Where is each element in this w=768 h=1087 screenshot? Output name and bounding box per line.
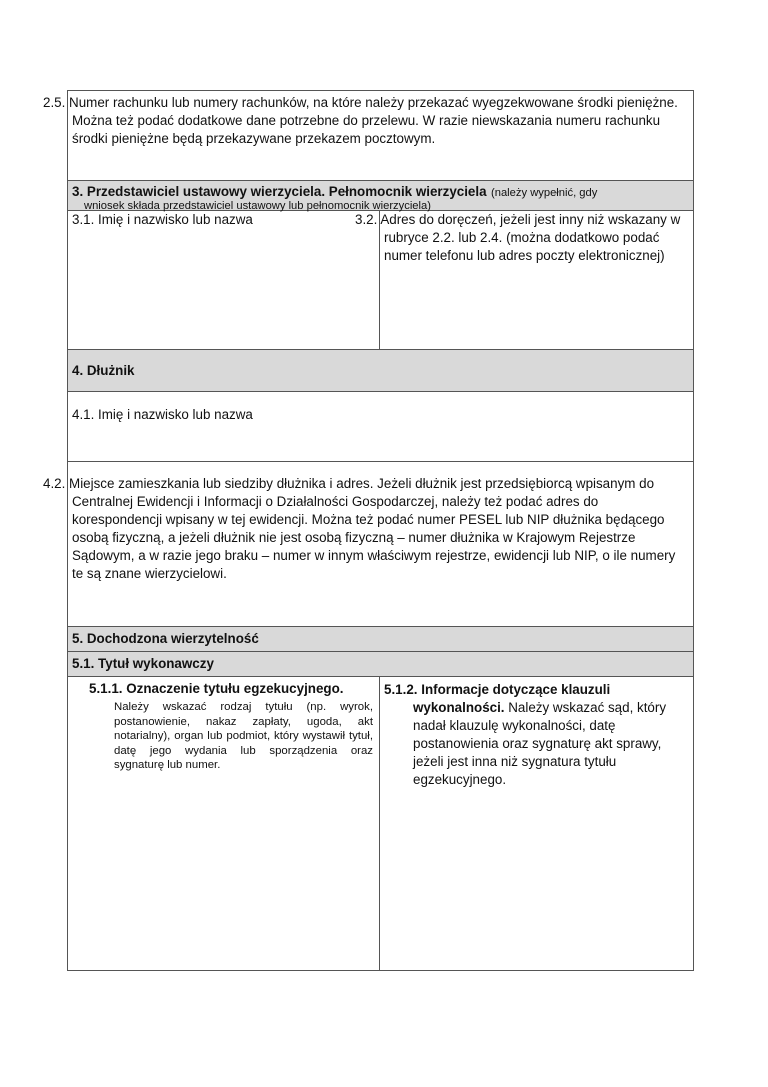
- field-3-1-label: 3.1. Imię i nazwisko lub nazwa: [72, 212, 253, 227]
- field-5-1-1[interactable]: [68, 677, 380, 970]
- section-3-title: 3. Przedstawiciel ustawowy wierzyciela. Pełnomocnik wierzyciela: [72, 184, 487, 199]
- section-5-1-fields: [68, 677, 693, 970]
- field-5-1-1-description: Należy wskazać rodzaj tytułu (np. wyrok, postanowienie, nakaz zapłaty, ugoda, akt notarialny), organ lub podmiot, który wystawił tytuł, datę jego wydania lub sporządzenia oraz sygnaturę lub numer.: [114, 701, 373, 771]
- field-5-1-2-title: 5.1.2. Informacje dotyczące klauzuli wykonalności.: [384, 682, 611, 715]
- form-table: [43, 90, 694, 971]
- field-4-1[interactable]: [68, 392, 693, 462]
- section-5-title: 5. Dochodzona wierzytelność: [72, 631, 259, 646]
- field-2-5-label: 2.5. Numer rachunku lub numery rachunków, na które należy przekazać wyegzekwowane środki pieniężne. Można też podać dodatkowe dane potrzebne do przelewu. W razie niewskazania numeru rachunku środki pieniężne będą przekazywane przekazem pocztowym.: [43, 95, 678, 146]
- field-4-2[interactable]: [43, 462, 693, 627]
- field-5-1-1-title: 5.1.1. Oznaczenie tytułu egzekucyjnego.: [89, 681, 344, 696]
- section-3-header: [68, 181, 693, 211]
- section-3-fields: [68, 211, 693, 350]
- field-4-1-label: 4.1. Imię i nazwisko lub nazwa: [72, 407, 253, 422]
- section-4-header: [68, 350, 693, 392]
- section-5-1-title: 5.1. Tytuł wykonawczy: [72, 656, 214, 671]
- section-3-note-2: wniosek składa przedstawiciel ustawowy lub pełnomocnik wierzyciela): [84, 200, 431, 212]
- field-3-2-label: 3.2. Adres do doręczeń, jeżeli jest inny niż wskazany w rubryce 2.2. lub 2.4. (można dodatkowo podać numer telefonu lub adres poczty elektronicznej): [355, 212, 681, 263]
- section-4-title: 4. Dłużnik: [72, 363, 135, 378]
- section-3-note-1: (należy wypełnić, gdy: [491, 187, 598, 199]
- section-5-1-header: [68, 652, 693, 677]
- field-4-2-label: 4.2. Miejsce zamieszkania lub siedziby dłużnika i adres. Jeżeli dłużnik jest przedsiębiorcą wpisanym do Centralnej Ewidencji i Informacji o Działalności Gospodarczej, należy też podać adres do korespondencji wpisany w tej ewidencji. Można też podać numer PESEL lub NIP dłużnika będącego osobą fizyczną, a jeżeli dłużnik nie jest osobą fizyczną – numer dłużnika w Krajowym Rejestrze Sądowym, a w razie jego braku – numer w innym właściwym rejestrze, ewidencji lub NIP, o ile numery te są znane wierzycielowi.: [43, 476, 676, 581]
- field-2-5[interactable]: [43, 91, 693, 181]
- field-3-2[interactable]: [355, 211, 693, 349]
- field-5-1-2[interactable]: [380, 677, 693, 970]
- field-3-1[interactable]: [68, 211, 380, 349]
- section-5-header: [68, 627, 693, 652]
- field-5-1-2-description: Należy wskazać sąd, który nadał klauzulę wykonalności, datę postanowienia oraz sygnaturę akt sprawy, jeżeli jest inna niż sygnatura tytułu egzekucyjnego.: [413, 700, 667, 787]
